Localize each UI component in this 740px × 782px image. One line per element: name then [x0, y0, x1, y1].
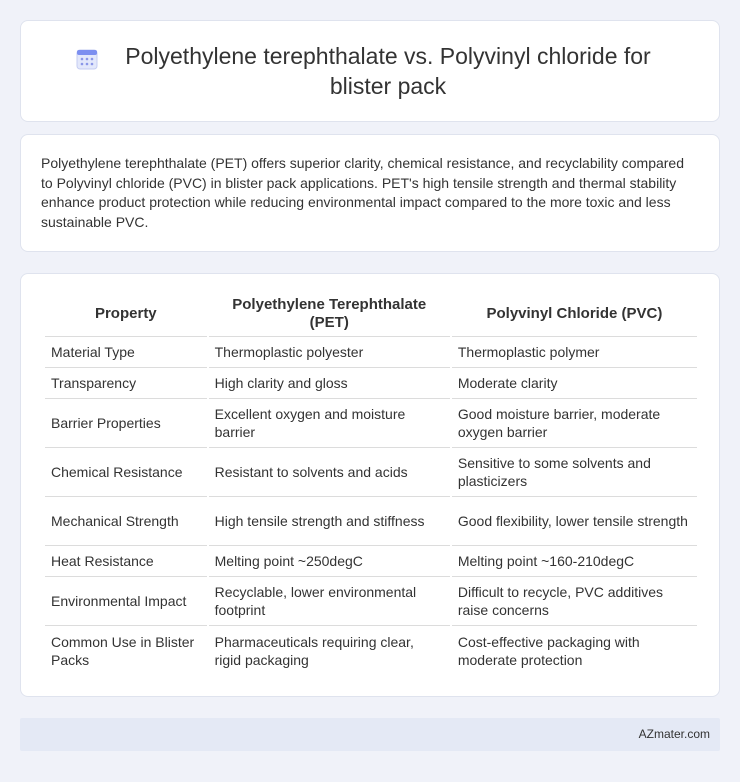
pet-cell: Excellent oxygen and moisture barrier — [209, 399, 450, 448]
pet-cell: Melting point ~250degC — [209, 546, 450, 577]
page-title: Polyethylene terephthalate vs. Polyvinyl chloride for blister pack — [125, 43, 651, 99]
intro-paragraph: Polyethylene terephthalate (PET) offers superior clarity, chemical resistance, and recyclability compared to Polyvinyl chloride (PVC) in blister pack applications. PET's high tensile strength and thermal stability enhance product protection while reducing environmental impact compared to the more toxic and less sustainable PVC. — [41, 155, 684, 230]
pet-cell: Thermoplastic polyester — [209, 337, 450, 368]
pvc-cell: Moderate clarity — [452, 368, 697, 399]
pet-cell: High clarity and gloss — [209, 368, 450, 399]
property-cell: Chemical Resistance — [45, 448, 207, 497]
pet-cell: Resistant to solvents and acids — [209, 448, 450, 497]
pvc-cell: Cost-effective packaging with moderate protection — [457, 633, 640, 668]
property-cell: Mechanical Strength — [45, 497, 207, 546]
table-row — [45, 577, 697, 626]
table-row — [45, 626, 697, 675]
comparison-table — [43, 292, 699, 675]
pvc-cell: Good flexibility, lower tensile strength — [452, 497, 697, 546]
pet-cell: High tensile strength and stiffness — [209, 497, 450, 546]
property-cell: Barrier Properties — [45, 399, 207, 448]
table-row — [45, 368, 697, 399]
pvc-cell: Sensitive to some solvents and plasticizers — [452, 448, 697, 497]
property-cell: Heat Resistance — [45, 546, 207, 577]
pet-cell: Pharmaceuticals requiring clear, rigid packaging — [214, 633, 414, 668]
property-cell: Material Type — [45, 337, 207, 368]
property-cell: Transparency — [45, 368, 207, 399]
footer-bar — [20, 718, 720, 751]
pvc-cell: Good moisture barrier, moderate oxygen barrier — [452, 399, 697, 448]
header-property: Property — [45, 292, 207, 337]
pvc-cell: Melting point ~160-210degC — [452, 546, 697, 577]
comparison-card — [20, 273, 720, 697]
property-cell: Common Use in Blister Packs — [51, 633, 195, 668]
table-row — [45, 337, 697, 368]
pvc-cell: Thermoplastic polymer — [452, 337, 697, 368]
intro-card — [20, 134, 720, 252]
property-cell: Environmental Impact — [45, 577, 207, 626]
table-row — [45, 546, 697, 577]
footer-brand[interactable]: AZmater.com — [638, 727, 710, 741]
table-row — [45, 448, 697, 497]
table-row — [45, 497, 697, 546]
pvc-cell: Difficult to recycle, PVC additives raise concerns — [452, 577, 697, 626]
table-row — [45, 399, 697, 448]
header-pvc: Polyvinyl Chloride (PVC) — [452, 292, 697, 337]
title-card — [20, 20, 720, 122]
table-header-row — [45, 292, 697, 337]
pet-cell: Recyclable, lower environmental footprint — [209, 577, 450, 626]
header-pet: Polyethylene Terephthalate (PET) — [209, 292, 450, 337]
